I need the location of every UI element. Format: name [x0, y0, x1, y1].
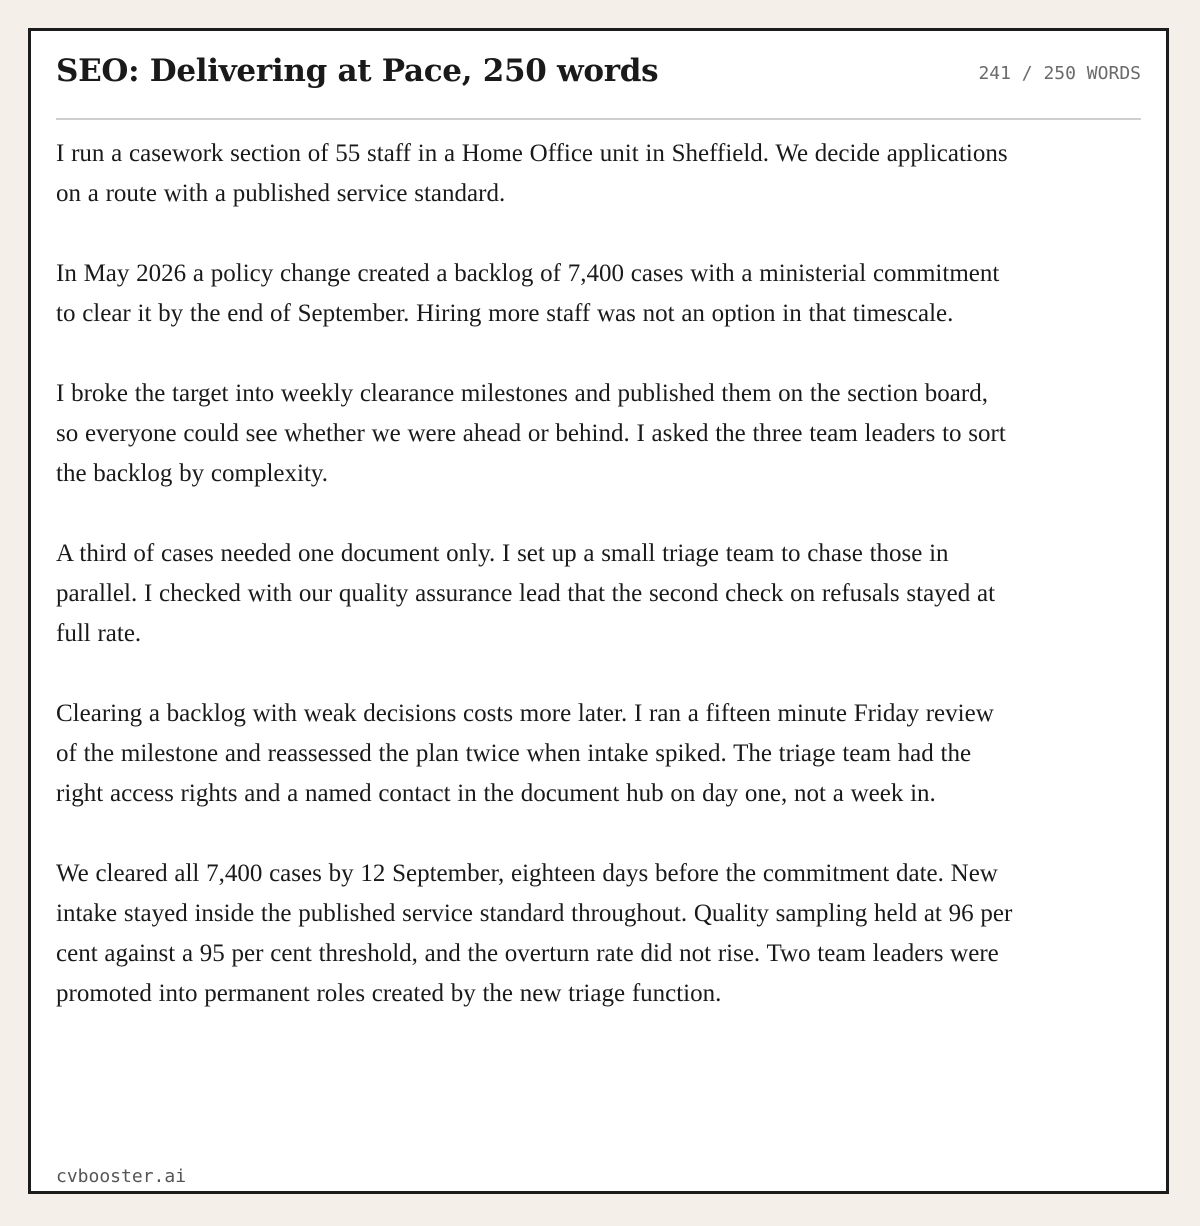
footer-brand: cvbooster.ai [56, 1166, 187, 1187]
paragraph: I run a casework section of 55 staff in a Home Office unit in Sheffield. We decide applications on a route with a published service standard. [56, 140, 1008, 207]
word-count: 241 / 250 WORDS [978, 63, 1141, 84]
page-title: SEO: Delivering at Pace, 250 words [56, 53, 659, 89]
paragraph: I broke the target into weekly clearance milestones and published them on the section board, so everyone could see whether we were ahead or behind. I asked the three team leaders to sort the backlog by complexity. [56, 380, 1006, 487]
document-body [56, 134, 1016, 1054]
paragraph: In May 2026 a policy change created a backlog of 7,400 cases with a ministerial commitment to clear it by the end of September. Hiring more staff was not an option in that timescale. [56, 260, 1000, 327]
paragraph: A third of cases needed one document only. I set up a small triage team to chase those in parallel. I checked with our quality assurance lead that the second check on refusals stayed at full rate. [56, 540, 996, 647]
paragraph: Clearing a backlog with weak decisions costs more later. I ran a fifteen minute Friday review of the milestone and reassessed the plan twice when intake spiked. The triage team had the right access rights and a named contact in the document hub on day one, not a week in. [56, 700, 994, 807]
paragraph: We cleared all 7,400 cases by 12 September, eighteen days before the commitment date. New intake stayed inside the published service standard throughout. Quality sampling held at 96 per cent against a 95 per cent threshold, and the overturn rate did not rise. Two team leaders were promoted into permanent roles created by the new triage function. [56, 860, 1013, 1007]
document-header [56, 31, 1141, 120]
document-card [28, 28, 1169, 1194]
